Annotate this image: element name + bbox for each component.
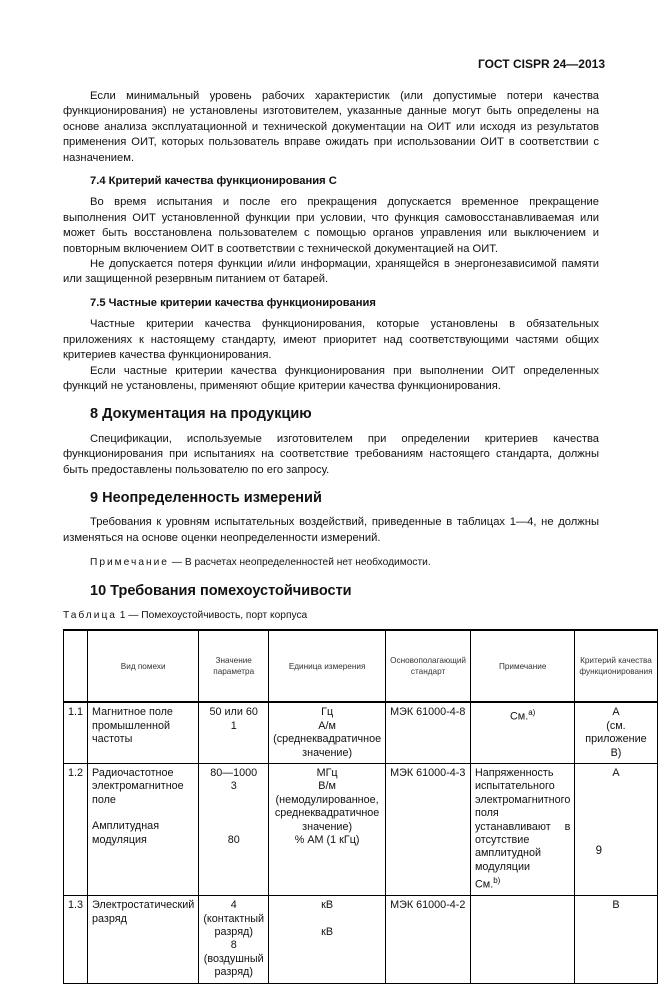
paragraph: Спецификации, используемые изготовителем при определении критериев качества функционирования при испытаниях на соответствие требованиям настоящего стандарта, должны быть предоставлены пользователю по его запросу. — [63, 432, 599, 476]
section-7-4-title: 7.4 Критерий качества функционирования С — [90, 175, 337, 188]
paragraph: Если минимальный уровень рабочих характеристик (или допустимые потери качества функционирования) не установлены изготовителем, указанные данные могут быть определены на основе анализа эксплуатационной и технической документации на ОИТ или исходя из результатов применения ОИТ, которых пользователь вправе ожидать при использовании ОИТ в соответствии с назначением. — [63, 90, 599, 164]
standard: МЭК 61000-4-3 — [386, 764, 471, 896]
disturbance-subtype: Амплитудная модуляция — [92, 820, 160, 846]
immunity-table — [63, 629, 658, 983]
header-cell: Основополагающий стандарт — [386, 630, 471, 702]
note-text: См. — [510, 710, 529, 723]
row-number: 1.3 — [64, 896, 88, 983]
table-caption-label: Таблица — [63, 609, 117, 621]
parameter-value: 50 или 60 1 — [199, 702, 269, 763]
criterion: А (см. приложение В) — [575, 702, 657, 763]
note-cell — [471, 764, 575, 896]
footnote-ref: b) — [493, 876, 501, 886]
table-row — [64, 896, 658, 983]
unit: кВ — [321, 925, 334, 938]
unit: кВ — [321, 899, 334, 912]
section-7-5-title: 7.5 Частные критерии качества функционирования — [90, 296, 376, 309]
document-header: ГОСТ CISPR 24—2013 — [477, 57, 605, 71]
note-cell — [471, 702, 575, 763]
criterion: В — [575, 896, 657, 983]
criterion: А — [575, 764, 657, 896]
header-cell: Вид помехи — [88, 630, 199, 702]
parameter-value: 80 — [227, 833, 240, 846]
note — [90, 555, 599, 570]
table-row — [64, 702, 658, 763]
paragraph: Требования к уровням испытательных воздействий, приведенные в таблицах 1—4, не должны изменяться на основе оценки неопределенности измерений. — [63, 516, 599, 544]
disturbance-type: Электростатический разряд — [88, 896, 199, 983]
page-number: 9 — [595, 845, 602, 857]
disturbance-type: Радиочастотное электромагнитное поле — [92, 767, 184, 806]
row-number: 1.2 — [64, 764, 88, 896]
standard: МЭК 61000-4-2 — [386, 896, 471, 983]
parameter-value-cell — [199, 896, 269, 983]
unit: МГц В/м (немодулированное, среднеквадратичное значение) % АМ (1 кГц) — [269, 764, 386, 896]
parameter-value-cell — [199, 764, 269, 896]
disturbance-type-cell — [88, 764, 199, 896]
unit-cell — [269, 896, 386, 983]
standard: МЭК 61000-4-8 — [386, 702, 471, 763]
note-label: Примечание — [90, 557, 169, 569]
section-9-title: 9 Неопределенность измерений — [90, 489, 322, 506]
note-text: — В расчетах неопределенностей нет необходимости. — [168, 557, 431, 569]
header-cell: Критерий качества функционирования — [575, 630, 657, 702]
table-header-row — [64, 630, 658, 702]
header-cell: Единица измерения — [269, 630, 386, 702]
paragraph: Во время испытания и после его прекращения допускается временное прекращение выполнения ОИТ установленной функции при условии, что функция самовосстанавливаемая или может быть восстановлена пользователем с помощью органов управления или выключением и повторным включением ОИТ в соответствии с технической документацией на ОИТ. — [63, 196, 599, 255]
table-caption-text: 1 — Помехоустойчивость, порт корпуса — [116, 609, 308, 621]
footnote-ref: а) — [528, 708, 536, 718]
parameter-value: 8 (воздушный разряд) — [203, 939, 264, 979]
paragraph: Если частные критерии качества функционирования при выполнении ОИТ определенных функций не установлены, применяют общие критерии качества функционирования. — [63, 364, 599, 392]
section-10-title: 10 Требования помехоустойчивости — [90, 582, 352, 599]
unit: Гц А/м (среднеквадратичное значение) — [269, 702, 386, 763]
page-content — [63, 89, 653, 984]
section-8-title: 8 Документация на продукцию — [90, 406, 312, 423]
header-cell — [64, 630, 88, 702]
note-text: Напряженность испытательного электромагнитного поля устанавливают в отсутствие амплитудной модуляции См. — [475, 767, 571, 891]
paragraph: Не допускается потеря функции и/или информации, хранящейся в энергонезависимой памяти или защищенной резервным питанием от батарей. — [63, 258, 599, 286]
row-number: 1.1 — [64, 702, 88, 763]
parameter-value: 80—1000 3 — [210, 767, 258, 793]
table-row — [64, 764, 658, 896]
header-cell: Значение параметра — [199, 630, 269, 702]
note-cell — [471, 896, 575, 983]
paragraph: Частные критерии качества функционирования, которые установлены в обязательных приложениях к настоящему стандарту, имеют приоритет над соответствующими частями общих критериев качества функционирования. — [63, 318, 599, 362]
disturbance-type: Магнитное поле промышленной частоты — [88, 702, 199, 763]
header-cell: Примечание — [471, 630, 575, 702]
table-caption — [63, 608, 599, 623]
parameter-value: 4 (контактный разряд) — [203, 899, 265, 939]
